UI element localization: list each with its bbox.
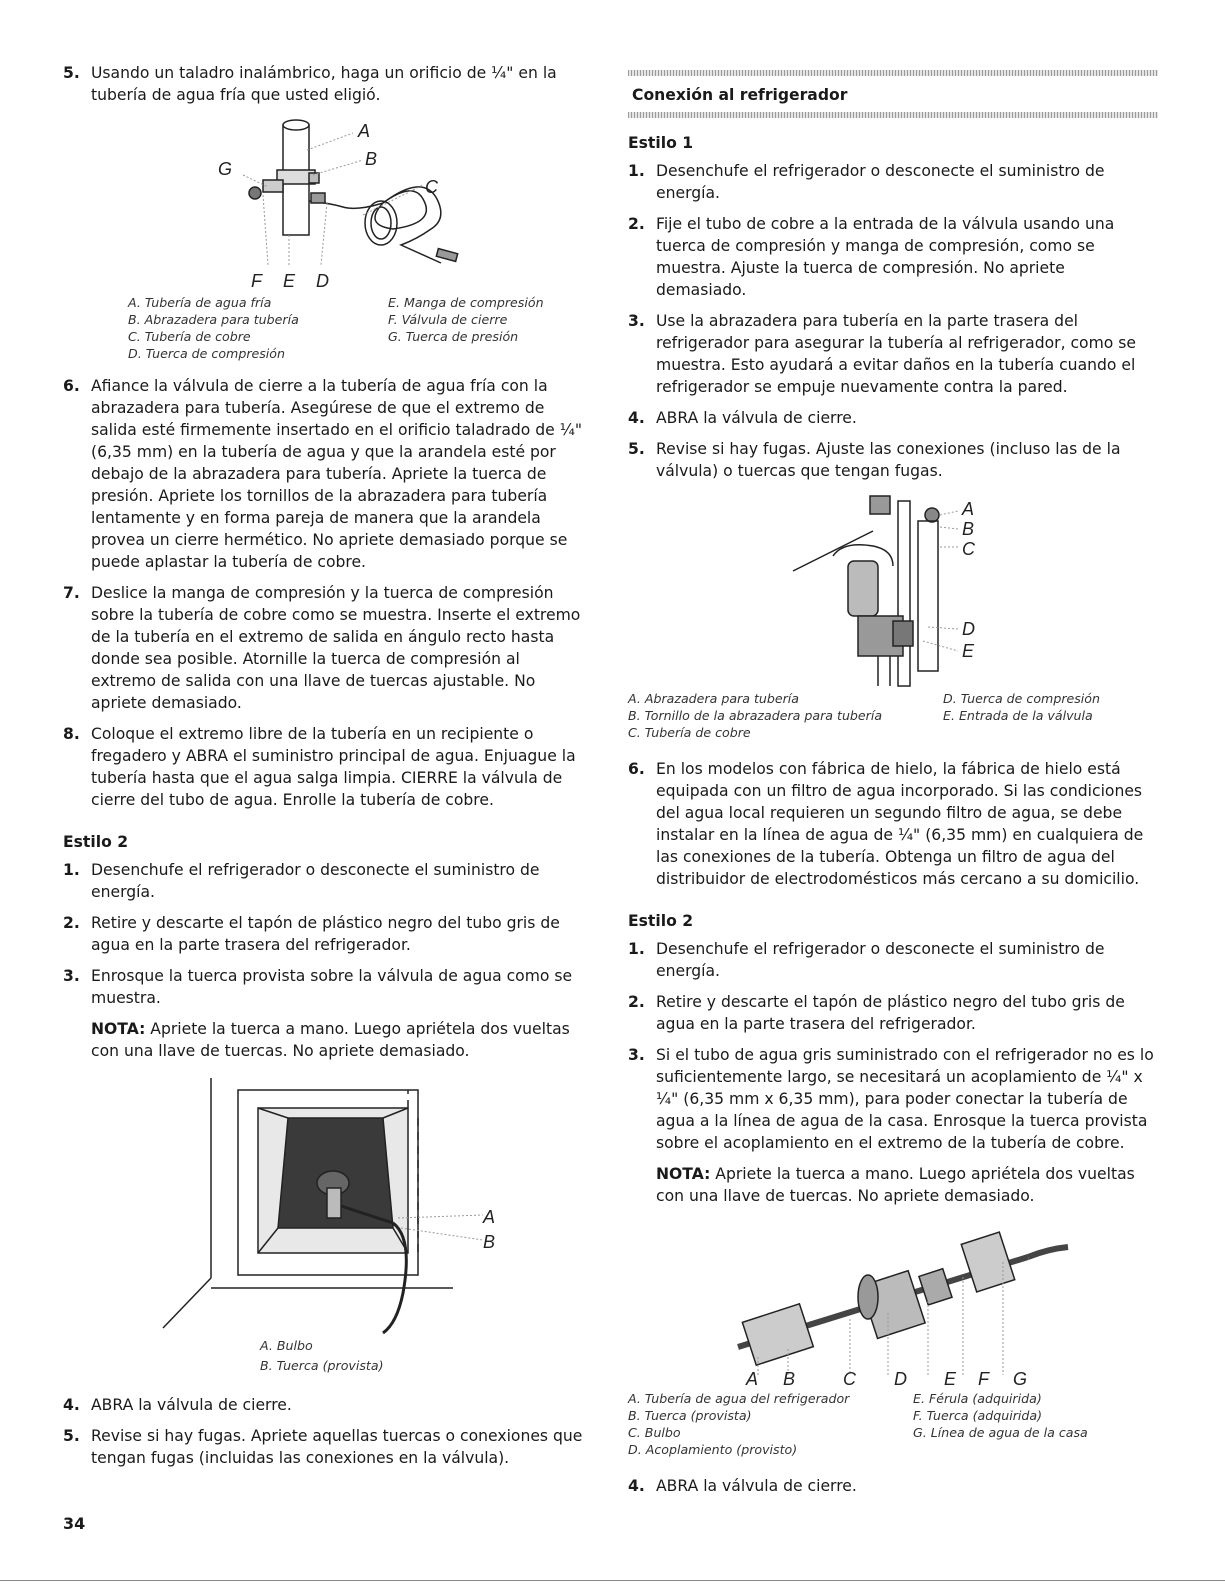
section-header — [628, 70, 1158, 120]
label-e: E — [962, 641, 975, 661]
step-8-flush: 8. Coloque el extremo libre de la tubería en un recipiente o fregadero y ABRA el suministro principal de agua. Enjuague la tubería hasta que el agua salga limpia. CIERRE la válvula de cierre del tubo de agua. Enrolle la tubería de cobre. — [63, 725, 576, 809]
label-g: G — [218, 159, 233, 179]
figure-coupling — [628, 1217, 1158, 1385]
label-b: B — [483, 1232, 496, 1252]
label-e: E — [944, 1369, 957, 1385]
label-b: B — [365, 149, 378, 169]
right-style2-step-1: 1. Desenchufe el refrigerador o desconecte el suministro de energía. — [628, 940, 1105, 980]
style1-step-1: 1. Desenchufe el refrigerador o desconecte el suministro de energía. — [628, 162, 1105, 202]
label-d: D — [316, 271, 329, 291]
footer-rule — [0, 1580, 1225, 1581]
style1-step-4: 4. ABRA la válvula de cierre. — [628, 409, 857, 427]
page-number: 34 — [63, 1514, 86, 1533]
label-b: B — [783, 1369, 796, 1385]
right-style2-step-3: 3. Si el tubo de agua gris suministrado con el refrigerador no es lo suficientemente largo, se necesitará un acoplamiento de ¼" x ¼" (6,35 mm x 6,35 mm), para poder conectar la tubería de agua a la línea de agua de la casa. Enrosque la tuerca provista sobre el acoplamiento en el extremo de la tubería de cobre. — [628, 1046, 1154, 1152]
label-g: G — [1013, 1369, 1028, 1385]
figure-shutoff-valve — [63, 115, 588, 295]
figure-valve-box — [63, 1078, 588, 1336]
label-b: B — [962, 519, 975, 539]
label-c: C — [425, 177, 438, 197]
subheading-estilo-2-right: Estilo 2 — [628, 912, 694, 930]
right-column — [628, 70, 1158, 1506]
style2-step-3: 3. Enrosque la tuerca provista sobre la válvula de agua como se muestra. — [63, 967, 573, 1007]
figure-4-captions: A. Tubería de agua del refrigerador E. Férula (adquirida) B. Tuerca (provista) F. Tuerca (adquirida) C. Bulbo G. Línea de agua de la casa D. Acoplamiento (provisto) — [628, 1391, 1088, 1457]
right-style2-step-2: 2. Retire y descarte el tapón de plástico negro del tubo gris de agua en la parte trasera del refrigerador. — [628, 993, 1125, 1033]
label-a: A — [358, 121, 371, 141]
note-tighten-right: NOTA: Apriete la tuerca a mano. Luego apriétela dos vueltas con una llave de tuercas. No apriete demasiado. — [656, 1165, 1135, 1205]
label-f: F — [978, 1369, 989, 1385]
label-a: A — [746, 1369, 759, 1385]
label-a: A — [483, 1207, 496, 1227]
style2-step-2: 2. Retire y descarte el tapón de plástico negro del tubo gris de agua en la parte trasera del refrigerador. — [63, 914, 560, 954]
style1-step-5: 5. Revise si hay fugas. Ajuste las conexiones (incluso las de la válvula) o tuercas que tengan fugas. — [628, 440, 1121, 480]
style2-step-4: 4. ABRA la válvula de cierre. — [63, 1396, 292, 1414]
style1-step-6-filter: 6. En los modelos con fábrica de hielo, la fábrica de hielo está equipada con un filtro de agua incorporado. Si las condiciones del agua local requieren un segundo filtro de agua, se debe instalar en la línea de agua de ¼" (6,35 mm) en cualquiera de las conexiones de la tubería. Obtenga un filtro de agua del distribuidor de electrodomésticos más cercano a su domicilio. — [628, 760, 1144, 888]
figure-3-captions: A. Abrazadera para tubería D. Tuerca de compresión B. Tornillo de la abrazadera para tubería E. Entrada de la válvula C. Tubería de cobre — [628, 691, 1100, 740]
label-d: D — [894, 1369, 907, 1385]
label-c: C — [843, 1369, 856, 1385]
subheading-estilo-1: Estilo 1 — [628, 134, 694, 152]
refrigerator-valve-illustration — [628, 491, 1158, 691]
label-f: F — [251, 271, 262, 291]
step-6-attach-valve: 6. Afiance la válvula de cierre a la tubería de agua fría con la abrazadera para tubería. Asegúrese de que el extremo de salida esté firmemente insertado en el orificio taladrado de ¼" (6,35 mm) en la tubería de agua y que la arandela esté por debajo de la abrazadera para tubería. Apriete la tuerca de presión. Apriete los tornillos de la abrazadera para tubería lentamente y en forma pareja de manera que la arandela provea un cierre hermético. No apriete demasiado porque se puede aplastar la tubería de cobre. — [63, 377, 583, 571]
style1-step-2: 2. Fije el tubo de cobre a la entrada de la válvula usando una tuerca de compresión y manga de compresión, como se muestra. Ajuste la tuerca de compresión. No apriete demasiado. — [628, 215, 1115, 299]
label-a: A — [962, 499, 975, 519]
step-7-compression: 7. Deslice la manga de compresión y la tuerca de compresión sobre la tubería de cobre como se muestra. Inserte el extremo de la tubería en el extremo de salida en ángulo recto hasta donde sea posible. Atornille la tuerca de compresión al extremo de salida con una llave de tuercas ajustable. No apriete demasiado. — [63, 584, 581, 712]
figure-2-captions: A. Bulbo B. Tuerca (provista) — [260, 1338, 384, 1373]
shutoff-valve-illustration — [63, 115, 588, 295]
figure-refrigerator-valve — [628, 491, 1158, 691]
step-5-drill: 5. Usando un taladro inalámbrico, haga un orificio de ¼" en la tubería de agua fría que usted eligió. — [63, 64, 557, 104]
coupling-illustration — [628, 1217, 1158, 1385]
style2-step-5: 5. Revise si hay fugas. Apriete aquellas tuercas o conexiones que tengan fugas (incluidas las conexiones en la válvula). — [63, 1427, 583, 1467]
section-title: Conexión al refrigerador — [632, 86, 848, 104]
note-tighten: NOTA: Apriete la tuerca a mano. Luego apriétela dos vueltas con una llave de tuercas. No apriete demasiado. — [91, 1020, 570, 1060]
label-c: C — [962, 539, 975, 559]
style1-step-3: 3. Use la abrazadera para tubería en la parte trasera del refrigerador para asegurar la tubería al refrigerador, como se muestra. Esto ayudará a evitar daños en la tubería cuando el refrigerador se empuje nuevamente contra la pared. — [628, 312, 1137, 396]
label-d: D — [962, 619, 975, 639]
figure-1-captions: A. Tubería de agua fría E. Manga de compresión B. Abrazadera para tubería F. Válvula de cierre C. Tubería de cobre G. Tuerca de presión D. Tuerca de compresión — [128, 295, 544, 361]
right-style2-step-4: 4. ABRA la válvula de cierre. — [628, 1477, 857, 1495]
subheading-estilo-2: Estilo 2 — [63, 833, 129, 851]
valve-box-illustration — [63, 1078, 588, 1336]
style2-step-1: 1. Desenchufe el refrigerador o desconecte el suministro de energía. — [63, 861, 540, 901]
left-column — [63, 62, 588, 1478]
label-e: E — [283, 271, 296, 291]
